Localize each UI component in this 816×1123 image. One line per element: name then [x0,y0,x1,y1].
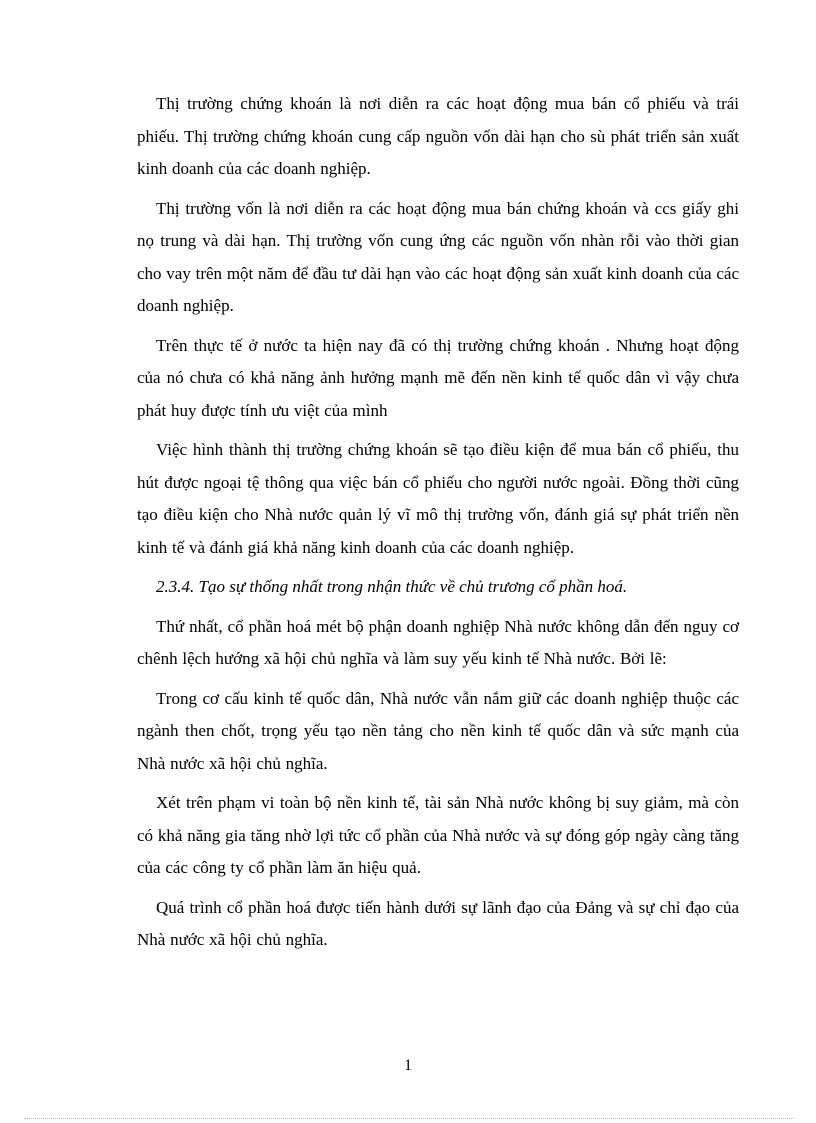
page-number: 1 [404,1057,412,1074]
paragraph-state-assets: Xét trên phạm vi toàn bộ nền kinh tế, tài sản Nhà nước không bị suy giảm, mà còn có khả năng gia tăng nhờ lợi tức cổ phần của Nhà nước và sự đóng góp ngày càng tăng của các công ty cổ phần làm ăn hiệu quả. [137,793,739,877]
paragraph-economic-structure: Trong cơ cấu kinh tế quốc dân, Nhà nước vẫn nắm giữ các doanh nghiệp thuộc các ngành then chốt, trọng yếu tạo nền tảng cho nền kinh tế quốc dân và sức mạnh của Nhà nước xã hội chủ nghĩa. [137,688,739,773]
paragraph-stock-market: Thị trường chứng khoán là nơi diễn ra các hoạt động mua bán cổ phiếu và trái phiếu. Thị trường chứng khoán cung cấp nguồn vốn dài hạn cho sù phát triển sản xuất kinh doanh của các doanh nghiệp. [137,94,739,178]
paragraph-capital-market: Thị trường vốn là nơi diễn ra các hoạt động mua bán chứng khoán và ccs giấy ghi nọ trung và dài hạn. Thị trường vốn cung ứng các nguồn vốn nhàn rỗi vào thời gian cho vay trên một năm để đầu tư dài hạn vào các hoạt động sản xuất kinh doanh của các doanh nghiệp. [137,198,739,315]
section-heading: 2.3.4. Tạo sự thống nhất trong nhận thức về chủ trương cổ phần hoá. [156,577,628,596]
paragraph-current-situation: Trên thực tế ở nước ta hiện nay đã có thị trường chứng khoán . Nhưng hoạt động của nó chưa có khả năng ảnh hưởng mạnh mẽ đến nền kinh tế quốc dân vì vậy chưa phát huy được tính ưu việt của mình [137,335,739,420]
paragraph-leadership: Quá trình cổ phần hoá được tiến hành dưới sự lãnh đạo của Đảng và sự chỉ đạo của Nhà nước xã hội chủ nghĩa. [137,897,739,949]
paragraph-market-formation: Việc hình thành thị trường chứng khoán sẽ tạo điều kiện để mua bán cổ phiếu, thu hút được ngoại tệ thông qua việc bán cổ phiếu cho người nước ngoài. Đồng thời cũng tạo điều kiện cho Nhà nước quản lý vĩ mô thị trường vốn, đánh giá sự phát triển nền kinh tế và đánh giá khả năng kinh doanh của các doanh nghiệp. [137,440,739,557]
paragraph-first-point: Thứ nhất, cổ phần hoá mét bộ phận doanh nghiệp Nhà nước không dẫn đến nguy cơ chênh lệch hướng xã hội chủ nghĩa và làm suy yếu kinh tế Nhà nước. Bởi lẽ: [137,616,739,668]
document-body [137,88,739,964]
page-edge-divider [24,1118,794,1119]
